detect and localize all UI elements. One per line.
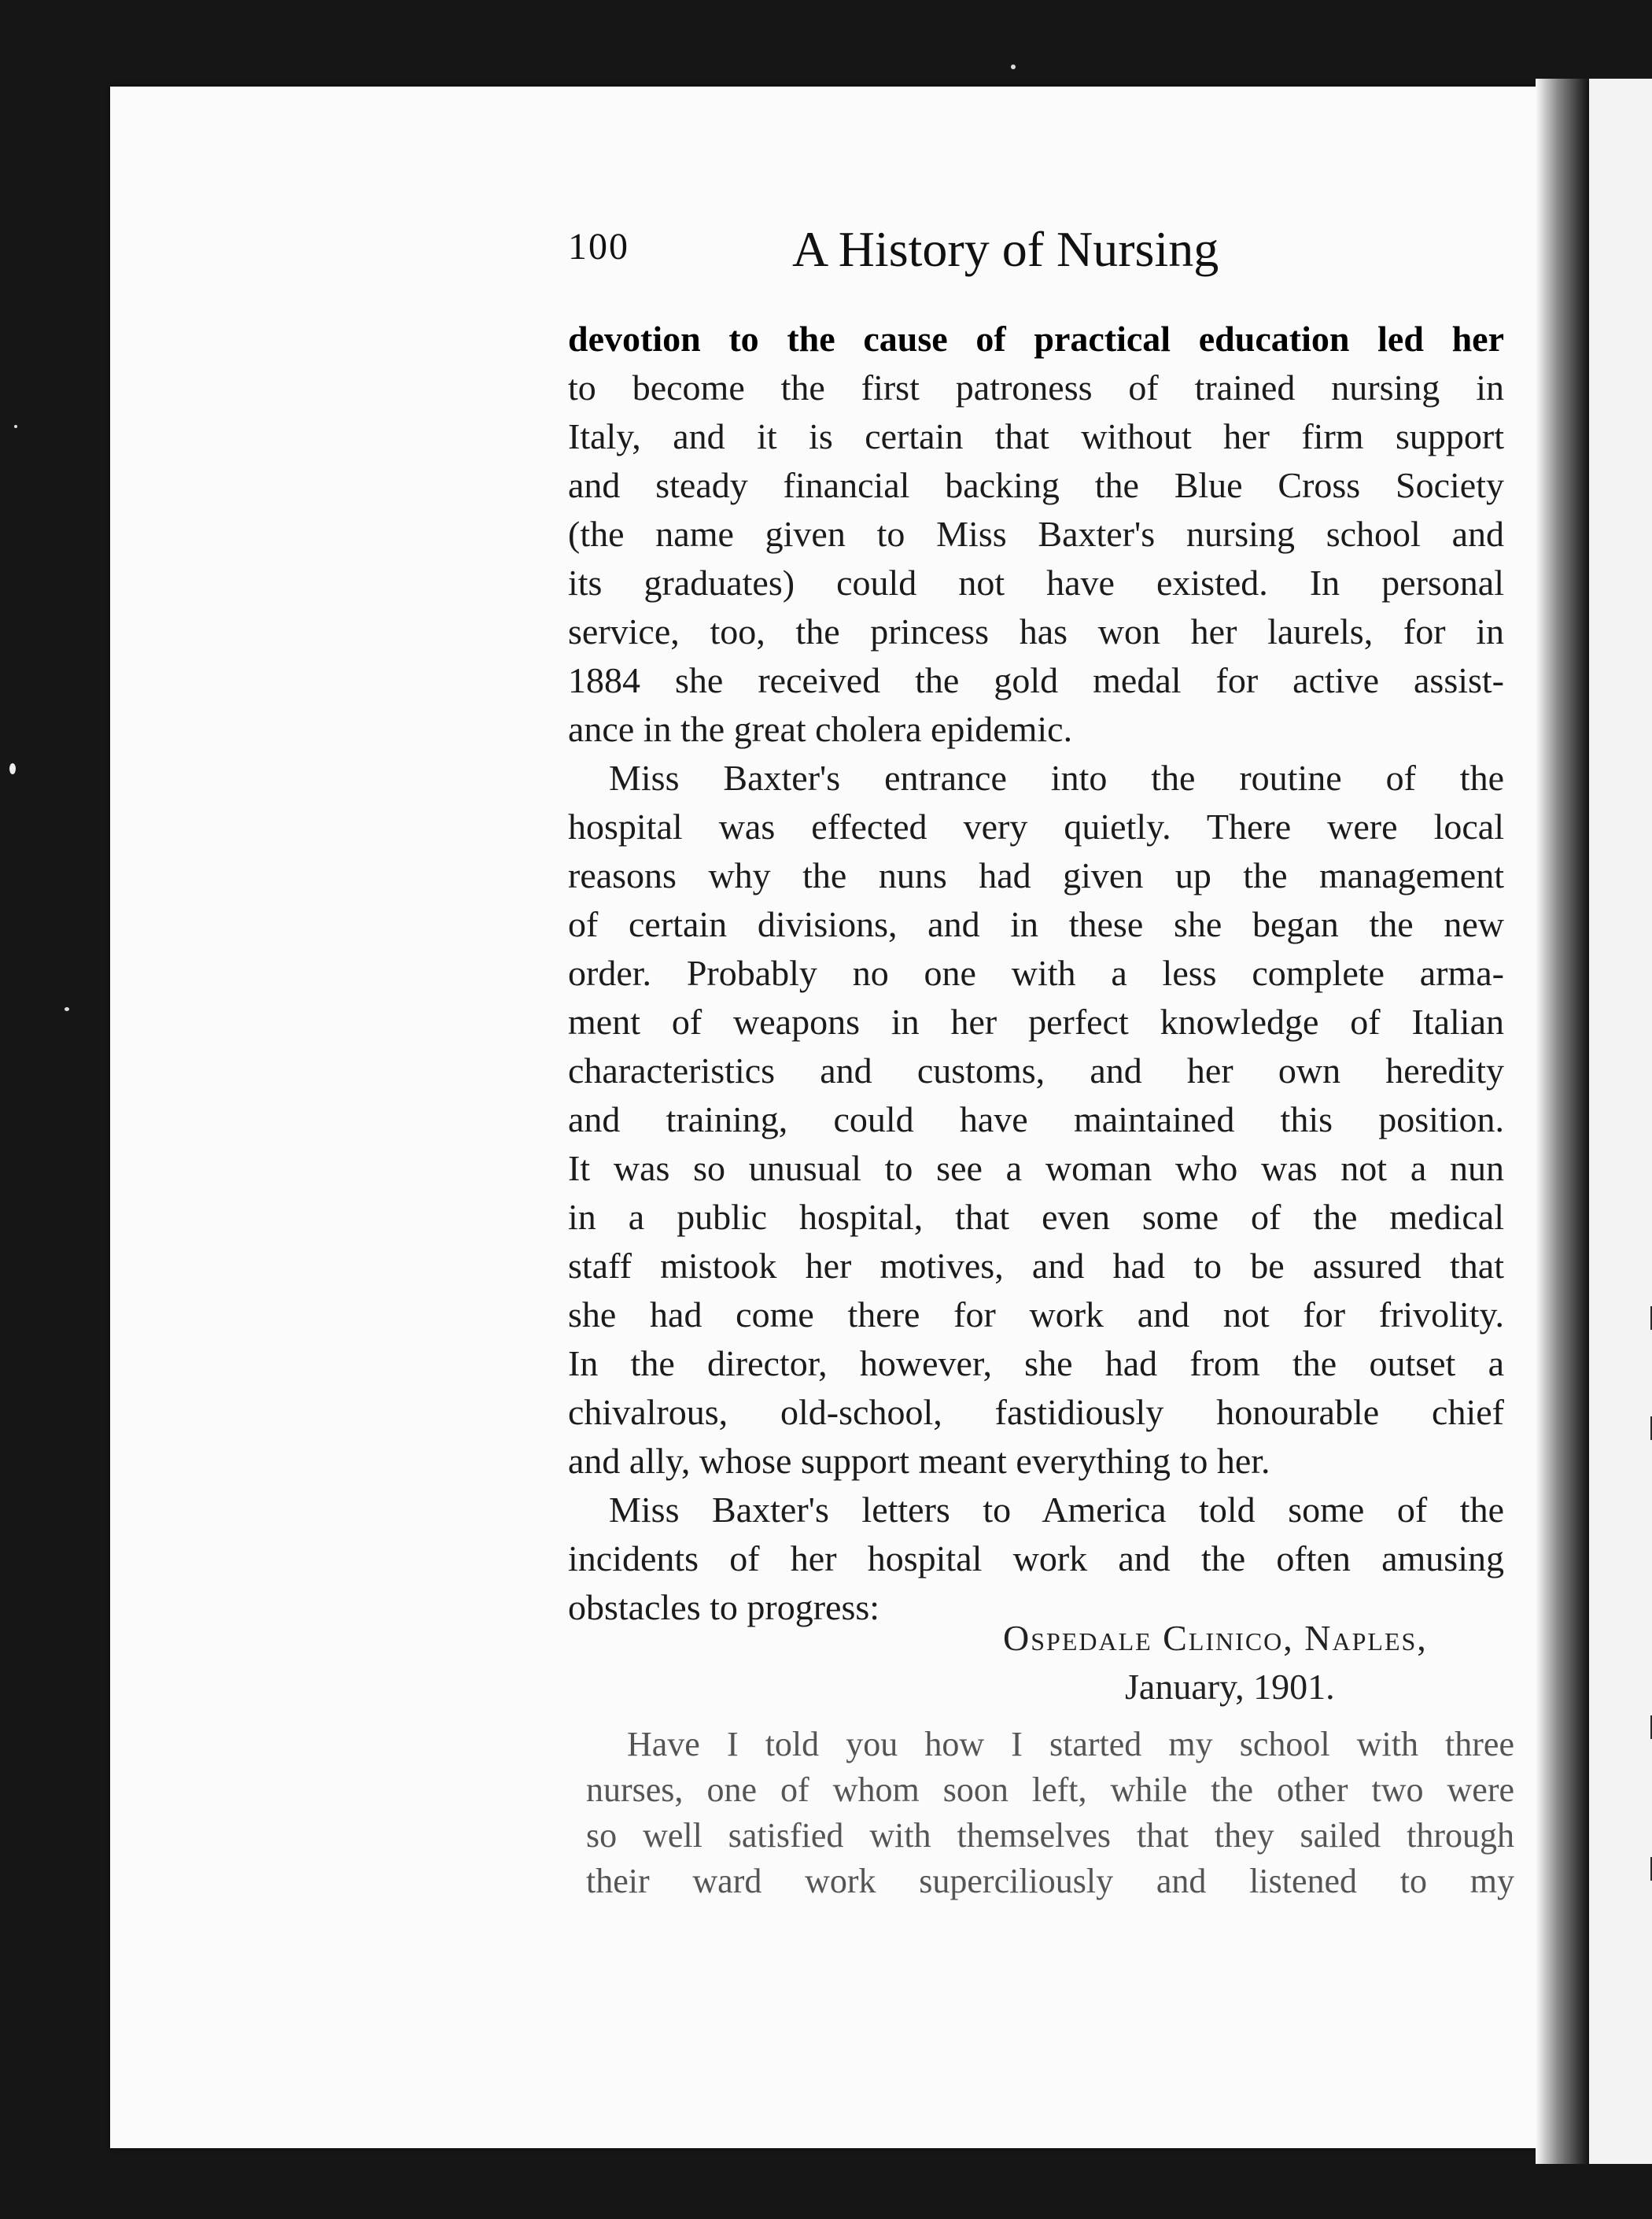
body-text [568,315,1504,1632]
text-line: Miss Baxter's letters to America told some of the [609,1490,1504,1530]
text-line: It was so unusual to see a woman who was not a nun [568,1148,1504,1188]
text-line: and ally, whose support meant everything to her. [568,1441,1270,1481]
text-line: devotion to the cause of practical education led her [568,319,1504,359]
text-line: hospital was effected very quietly. There were local [568,807,1504,847]
text-line: characteristics and customs, and her own heredity [568,1050,1504,1091]
letter-line: nurses, one of whom soon left, while the other two were [586,1770,1514,1809]
letter-text [586,1722,1514,1904]
text-line: ment of weapons in her perfect knowledge of Italian [568,1002,1504,1042]
book-title: A History of Nursing [792,221,1219,277]
text-line: she had come there for work and not for frivolity. [568,1294,1504,1335]
text-line: staff mistook her motives, and had to be assured that [568,1246,1504,1286]
text-line: service, too, the princess has won her laurels, for in [568,611,1504,652]
text-line: its graduates) could not have existed. In personal [568,563,1504,603]
text-line: In the director, however, she had from the outset a [568,1343,1504,1383]
scan-speck [9,763,16,774]
text-line: to become the first patroness of trained nursing in [568,367,1504,408]
text-line: obstacles to progress: [568,1587,880,1627]
text-line: chivalrous, old-school, fastidiously honourable chief [568,1392,1504,1432]
running-head [568,220,1512,283]
page-number: 100 [568,226,629,268]
text-line: (the name given to Miss Baxter's nursing school and [568,514,1504,554]
text-line: and steady financial backing the Blue Cross Society [568,465,1504,505]
text-line: in a public hospital, that even some of the medical [568,1197,1504,1237]
scan-speck [14,425,17,428]
scan-speck [65,1007,69,1011]
letter-line: their ward work superciliously and listened to my [586,1862,1514,1900]
scan-speck [1011,65,1016,69]
letter-dateline-place: Ospedale Clinico, Naples, [1003,1618,1428,1658]
text-line: of certain divisions, and in these she began the new [568,904,1504,944]
spine-shadow [1536,79,1591,2164]
letter-dateline-date: January, 1901. [1125,1667,1335,1707]
letter-line: so well satisfied with themselves that they sailed through [586,1816,1514,1855]
letter-line: Have I told you how I started my school with three [627,1725,1514,1763]
text-line: incidents of her hospital work and the often amusing [568,1538,1504,1578]
text-line: order. Probably no one with a less complete arma- [568,953,1504,993]
text-line: 1884 she received the gold medal for active assist- [568,660,1504,700]
text-line: and training, could have maintained this position. [568,1099,1504,1139]
text-line: reasons why the nuns had given up the management [568,855,1504,895]
adjacent-page-edge [1589,79,1652,2164]
text-line: Miss Baxter's entrance into the routine of the [609,758,1504,798]
text-line: Italy, and it is certain that without her firm support [568,416,1504,456]
text-line: ance in the great cholera epidemic. [568,709,1073,749]
